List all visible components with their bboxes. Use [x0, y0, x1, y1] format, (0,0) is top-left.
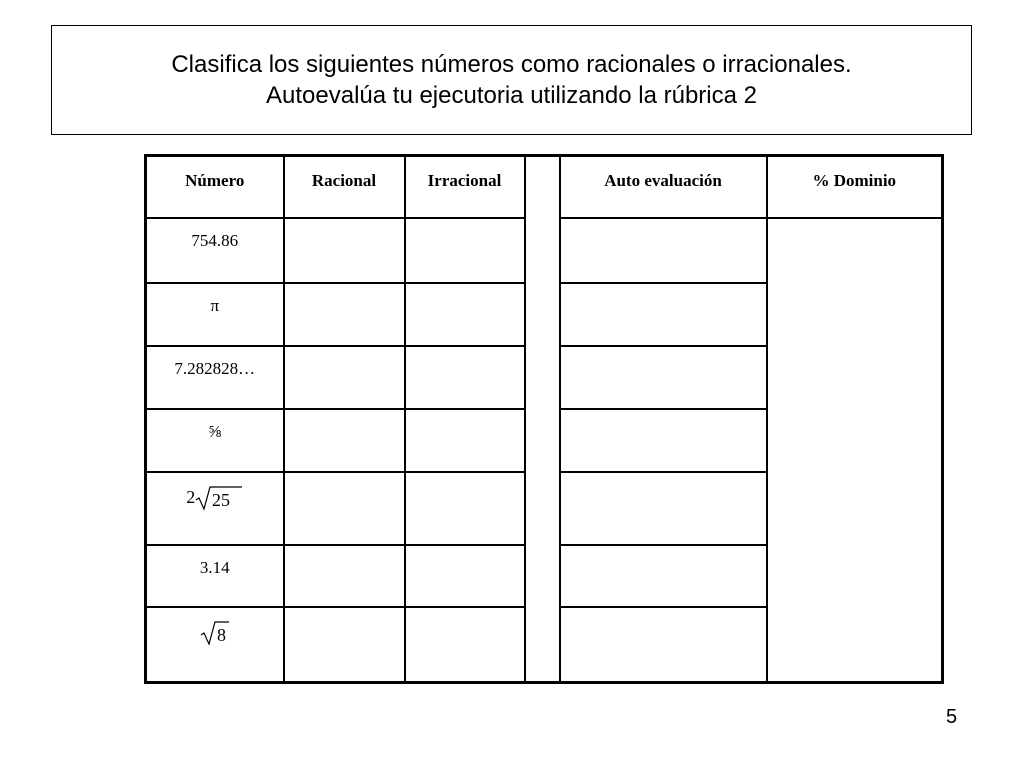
- radical-coefficient: 2: [186, 487, 196, 507]
- racional-cell[interactable]: [284, 218, 405, 283]
- header-dominio: % Dominio: [767, 156, 943, 218]
- racional-cell[interactable]: [284, 472, 405, 545]
- spacer-cell: [525, 346, 560, 409]
- spacer-cell: [525, 472, 560, 545]
- number-cell: π: [146, 283, 284, 346]
- irracional-cell[interactable]: [405, 283, 525, 346]
- title-line-1: Clasifica los siguientes números como racionales o irracionales.: [171, 51, 852, 78]
- title-line-2: Autoevalúa tu ejecutoria utilizando la rúbrica 2: [266, 82, 757, 109]
- racional-cell[interactable]: [284, 607, 405, 683]
- radicand: 25: [212, 489, 231, 510]
- racional-cell[interactable]: [284, 409, 405, 472]
- number-cell: [146, 472, 284, 545]
- header-autoevaluacion: Auto evaluación: [560, 156, 767, 218]
- header-numero: Número: [146, 156, 284, 218]
- header-racional: Racional: [284, 156, 405, 218]
- autoevaluacion-cell[interactable]: [560, 545, 767, 607]
- square-root-icon: [200, 620, 230, 646]
- spacer-cell: [525, 545, 560, 607]
- irracional-cell[interactable]: [405, 472, 525, 545]
- classification-table: [144, 154, 944, 684]
- radical-expression: [186, 485, 243, 511]
- spacer-cell: [525, 218, 560, 283]
- dominio-cell[interactable]: [767, 218, 943, 683]
- irracional-cell[interactable]: [405, 545, 525, 607]
- number-cell: [146, 607, 284, 683]
- autoevaluacion-cell[interactable]: [560, 283, 767, 346]
- number-cell: 754.86: [146, 218, 284, 283]
- number-cell: 3.14: [146, 545, 284, 607]
- spacer-column: [525, 156, 560, 218]
- radical-expression: [200, 620, 230, 646]
- number-cell: ⅝: [146, 409, 284, 472]
- racional-cell[interactable]: [284, 545, 405, 607]
- spacer-cell: [525, 607, 560, 683]
- number-cell: 7.282828…: [146, 346, 284, 409]
- spacer-cell: [525, 409, 560, 472]
- autoevaluacion-cell[interactable]: [560, 607, 767, 683]
- autoevaluacion-cell[interactable]: [560, 472, 767, 545]
- racional-cell[interactable]: [284, 283, 405, 346]
- page-number: 5: [946, 706, 958, 728]
- table-row: [146, 218, 943, 283]
- racional-cell[interactable]: [284, 346, 405, 409]
- autoevaluacion-cell[interactable]: [560, 409, 767, 472]
- irracional-cell[interactable]: [405, 607, 525, 683]
- title-box: [51, 25, 972, 135]
- header-row: [146, 156, 943, 218]
- autoevaluacion-cell[interactable]: [560, 218, 767, 283]
- irracional-cell[interactable]: [405, 218, 525, 283]
- square-root-icon: [195, 485, 243, 511]
- spacer-cell: [525, 283, 560, 346]
- autoevaluacion-cell[interactable]: [560, 346, 767, 409]
- irracional-cell[interactable]: [405, 409, 525, 472]
- header-irracional: Irracional: [405, 156, 525, 218]
- radicand: 8: [216, 624, 226, 645]
- irracional-cell[interactable]: [405, 346, 525, 409]
